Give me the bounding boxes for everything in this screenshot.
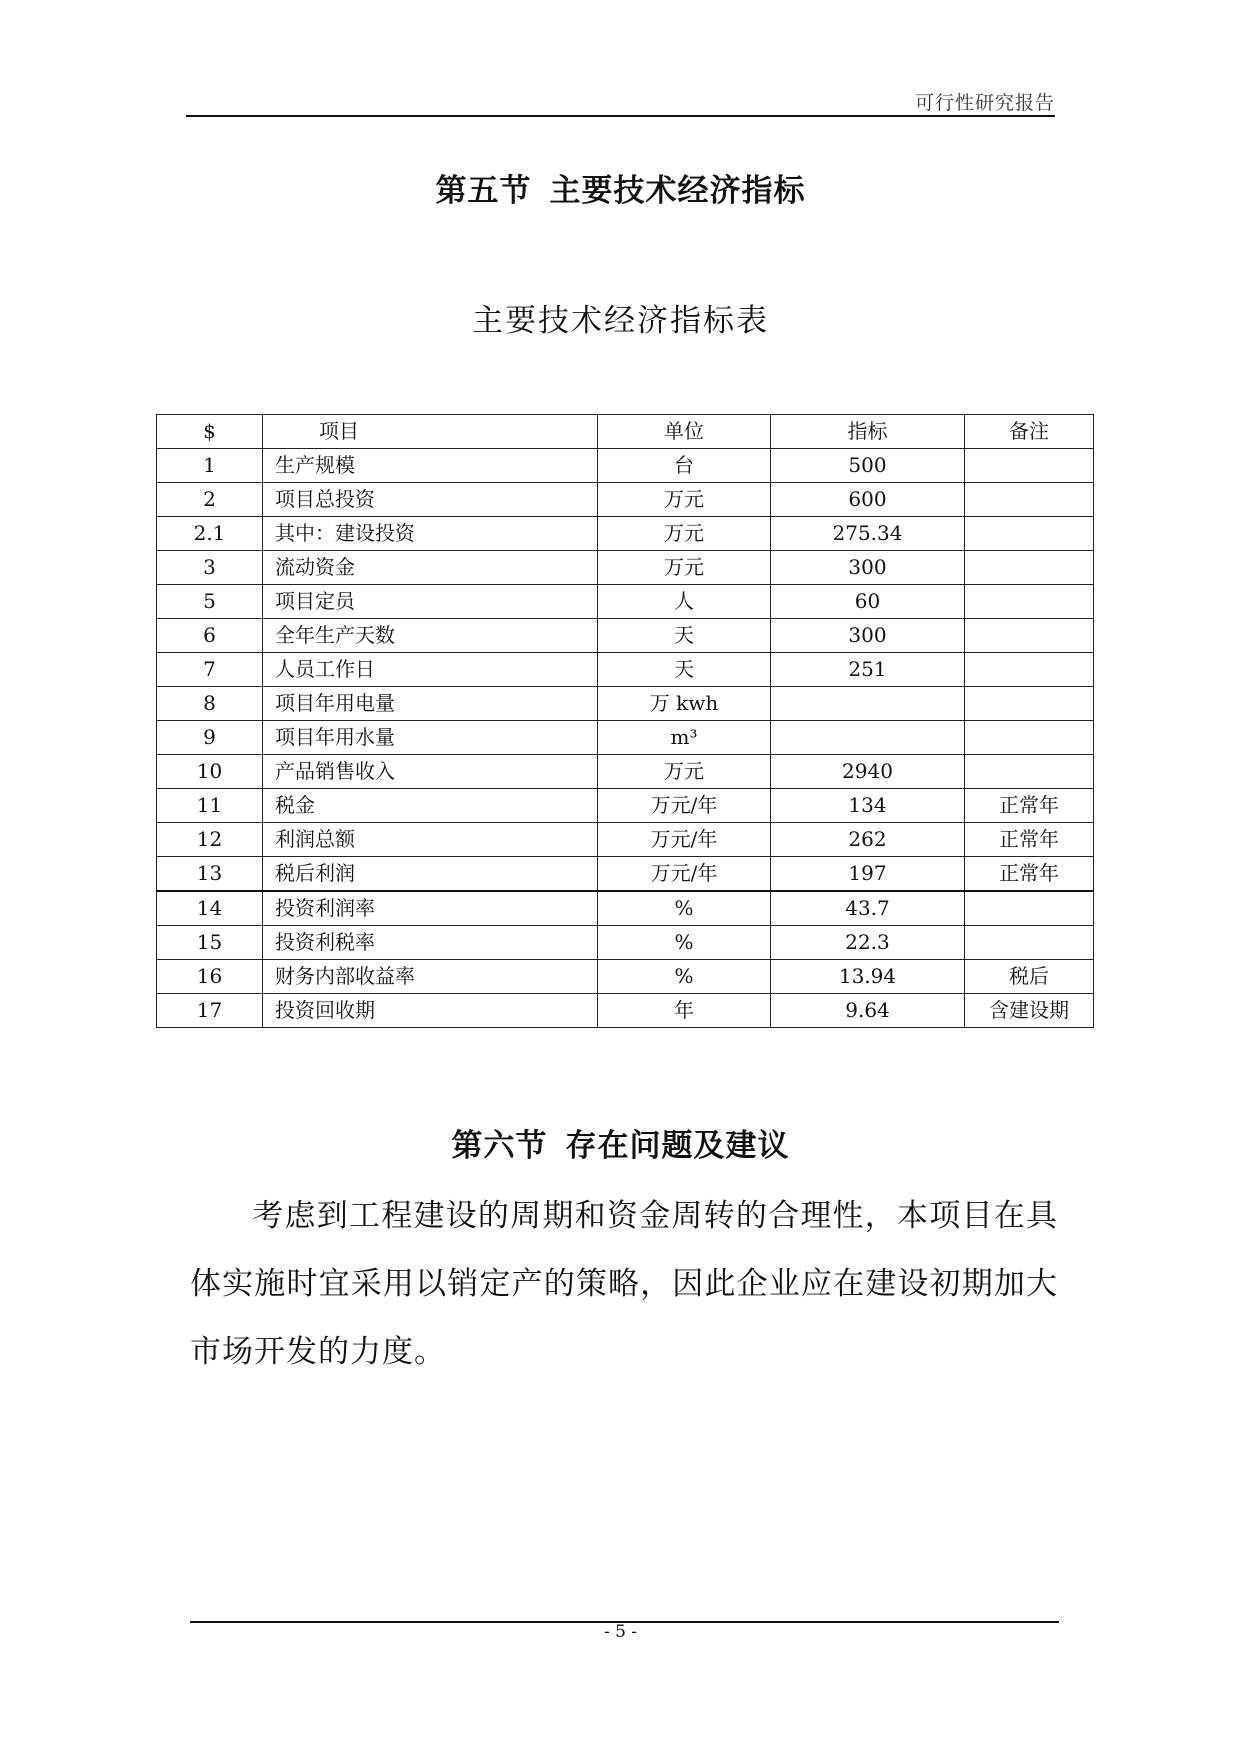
table-row <box>157 994 1094 1028</box>
row-item: 项目年用水量 <box>263 721 598 755</box>
row-item: 项目年用电量 <box>263 687 598 721</box>
section-5-heading <box>0 165 1241 210</box>
row-value: 22.3 <box>771 926 965 960</box>
row-no: 11 <box>157 789 263 823</box>
row-no: 8 <box>157 687 263 721</box>
row-value: 60 <box>771 585 965 619</box>
row-note: 含建设期 <box>965 994 1094 1028</box>
row-item: 人员工作日 <box>263 653 598 687</box>
row-note: 正常年 <box>965 789 1094 823</box>
row-value: 134 <box>771 789 965 823</box>
row-value: 600 <box>771 483 965 517</box>
row-no: 16 <box>157 960 263 994</box>
header-note: 备注 <box>965 415 1094 449</box>
row-unit: 万元 <box>598 517 771 551</box>
row-no: 10 <box>157 755 263 789</box>
row-item: 税后利润 <box>263 857 598 892</box>
row-value: 43.7 <box>771 891 965 926</box>
page-number: - 5 - <box>603 1622 638 1642</box>
header-no: $ <box>157 415 263 449</box>
header-unit: 单位 <box>598 415 771 449</box>
row-unit: 万元 <box>598 483 771 517</box>
row-no: 17 <box>157 994 263 1028</box>
row-note <box>965 687 1094 721</box>
section-5-title: 主要技术经济指标 <box>549 173 806 209</box>
table-row <box>157 755 1094 789</box>
row-value: 300 <box>771 619 965 653</box>
row-item: 投资利润率 <box>263 891 598 926</box>
header-rule <box>186 115 1055 117</box>
row-note: 税后 <box>965 960 1094 994</box>
running-header: 可行性研究报告 <box>914 92 1055 114</box>
row-no: 13 <box>157 857 263 892</box>
row-value <box>771 687 965 721</box>
row-item: 流动资金 <box>263 551 598 585</box>
row-no: 15 <box>157 926 263 960</box>
row-unit: 万元/年 <box>598 823 771 857</box>
table-row <box>157 960 1094 994</box>
row-unit: 万元 <box>598 755 771 789</box>
row-no: 7 <box>157 653 263 687</box>
row-unit: % <box>598 891 771 926</box>
paragraph-text: 考虑到工程建设的周期和资金周转的合理性，本项目在具体实施时宜采用以销定产的策略，因此企业应在建设初期加大市场开发的力度。 <box>190 1198 1058 1370</box>
table-row <box>157 449 1094 483</box>
row-unit: 天 <box>598 619 771 653</box>
section-6-number: 第六节 <box>451 1128 548 1164</box>
row-unit: 万元/年 <box>598 857 771 892</box>
row-value <box>771 721 965 755</box>
row-note: 正常年 <box>965 857 1094 892</box>
row-unit: 万元 <box>598 551 771 585</box>
row-item: 生产规模 <box>263 449 598 483</box>
row-value: 300 <box>771 551 965 585</box>
row-item: 项目定员 <box>263 585 598 619</box>
row-no: 12 <box>157 823 263 857</box>
row-note <box>965 449 1094 483</box>
row-no: 3 <box>157 551 263 585</box>
row-note <box>965 653 1094 687</box>
table-row <box>157 823 1094 857</box>
row-note <box>965 551 1094 585</box>
row-unit: 年 <box>598 994 771 1028</box>
row-item: 财务内部收益率 <box>263 960 598 994</box>
row-note: 正常年 <box>965 823 1094 857</box>
header-value: 指标 <box>771 415 965 449</box>
row-value: 13.94 <box>771 960 965 994</box>
table-row <box>157 619 1094 653</box>
row-note <box>965 721 1094 755</box>
row-note <box>965 619 1094 653</box>
table-row <box>157 857 1094 892</box>
row-item: 其中：建设投资 <box>263 517 598 551</box>
row-unit: m³ <box>598 721 771 755</box>
row-note <box>965 891 1094 926</box>
row-no: 6 <box>157 619 263 653</box>
table-row <box>157 926 1094 960</box>
table-row <box>157 653 1094 687</box>
row-item: 投资利税率 <box>263 926 598 960</box>
table-row <box>157 585 1094 619</box>
row-note <box>965 517 1094 551</box>
row-unit: % <box>598 926 771 960</box>
table-row <box>157 483 1094 517</box>
row-no: 14 <box>157 891 263 926</box>
table-row <box>157 517 1094 551</box>
body-paragraph <box>190 1182 1058 1386</box>
row-no: 9 <box>157 721 263 755</box>
row-no: 2 <box>157 483 263 517</box>
row-no: 2.1 <box>157 517 263 551</box>
row-value: 275.34 <box>771 517 965 551</box>
row-unit: 台 <box>598 449 771 483</box>
row-item: 利润总额 <box>263 823 598 857</box>
row-item: 投资回收期 <box>263 994 598 1028</box>
row-unit: % <box>598 960 771 994</box>
row-no: 5 <box>157 585 263 619</box>
row-item: 产品销售收入 <box>263 755 598 789</box>
row-unit: 万 kwh <box>598 687 771 721</box>
table-row <box>157 721 1094 755</box>
row-value: 251 <box>771 653 965 687</box>
row-item: 项目总投资 <box>263 483 598 517</box>
row-note <box>965 926 1094 960</box>
table-row <box>157 551 1094 585</box>
table-row <box>157 891 1094 926</box>
row-no: 1 <box>157 449 263 483</box>
row-value: 500 <box>771 449 965 483</box>
indicators-table <box>156 414 1094 1028</box>
row-unit: 天 <box>598 653 771 687</box>
row-note <box>965 755 1094 789</box>
section-6-heading <box>0 1120 1241 1165</box>
section-6-title: 存在问题及建议 <box>565 1128 790 1164</box>
row-value: 197 <box>771 857 965 892</box>
section-5-number: 第五节 <box>435 173 532 209</box>
row-unit: 人 <box>598 585 771 619</box>
table-header-row <box>157 415 1094 449</box>
header-item: 项目 <box>263 415 598 449</box>
row-note <box>965 483 1094 517</box>
table-row <box>157 687 1094 721</box>
row-item: 全年生产天数 <box>263 619 598 653</box>
row-item: 税金 <box>263 789 598 823</box>
row-value: 2940 <box>771 755 965 789</box>
row-note <box>965 585 1094 619</box>
table-title: 主要技术经济指标表 <box>472 303 769 339</box>
table-row <box>157 789 1094 823</box>
row-value: 262 <box>771 823 965 857</box>
row-unit: 万元/年 <box>598 789 771 823</box>
row-value: 9.64 <box>771 994 965 1028</box>
